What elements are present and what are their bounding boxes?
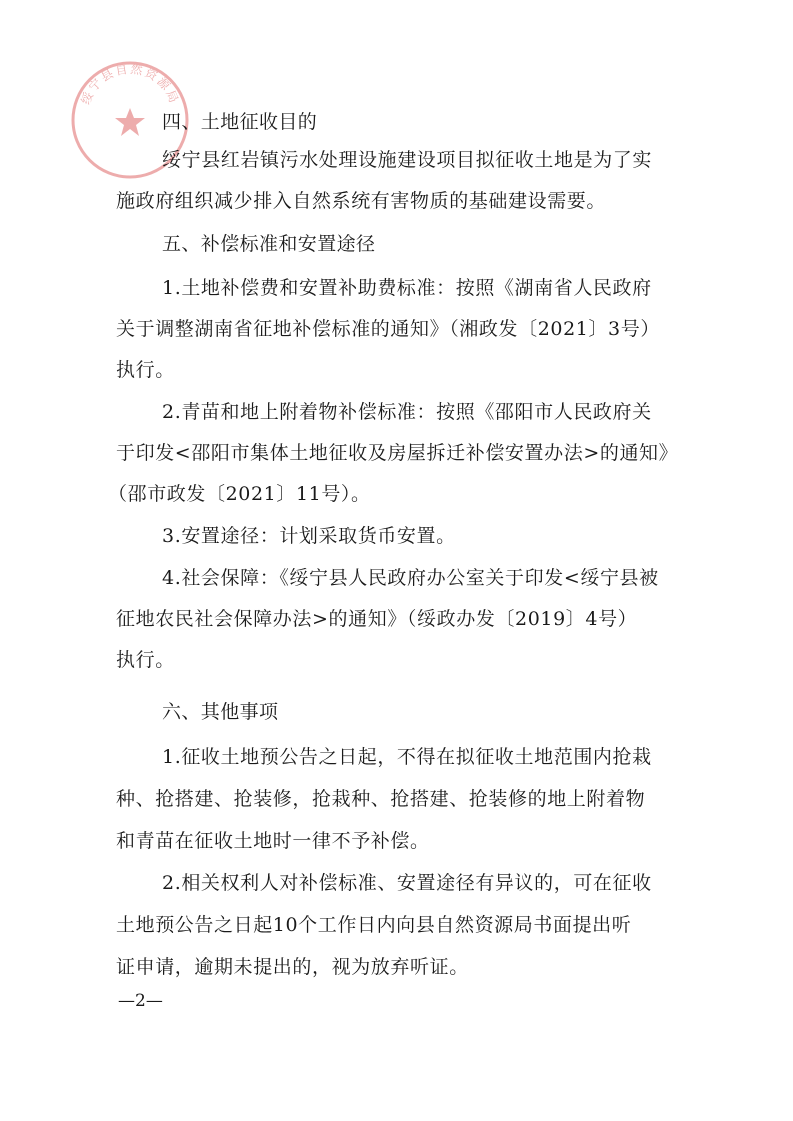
section-5-item-4-line: 执行。 <box>116 649 175 671</box>
section-6-item-1-line: 种、抢搭建、抢装修，抢栽种、抢搭建、抢装修的地上附着物 <box>116 788 646 810</box>
section-5-item-1-line: 关于调整湖南省征地补偿标准的通知》（湘政发〔2021〕3号） <box>116 318 660 340</box>
section-6-heading: 六、其他事项 <box>162 701 279 723</box>
section-5-item-4-line: 4.社会保障：《绥宁县人民政府办公室关于印发<绥宁县被 <box>162 567 659 589</box>
section-4-heading: 四、土地征收目的 <box>162 111 318 133</box>
svg-text:绥宁县自然资源局 <box>78 62 182 107</box>
section-4-line: 绥宁县红岩镇污水处理设施建设项目拟征收土地是为了实 <box>162 149 653 171</box>
section-6-item-2-line: 2.相关权利人对补偿标准、安置途径有异议的，可在征收 <box>162 872 652 894</box>
section-5-item-4-line: 征地农民社会保障办法>的通知》（绥政办发〔2019〕4号） <box>116 608 638 630</box>
section-6-item-1-line: 和青苗在征收土地时一律不予补偿。 <box>116 830 430 852</box>
section-5-item-2-line: 于印发<邵阳市集体土地征收及房屋拆迁补偿安置办法>的通知》 <box>116 442 679 464</box>
page-number: —2— <box>118 991 163 1011</box>
section-6-item-2-line: 土地预公告之日起10个工作日内向县自然资源局书面提出听 <box>116 914 632 936</box>
section-5-item-3: 3.安置途径：计划采取货币安置。 <box>162 525 456 547</box>
section-4-line: 施政府组织减少排入自然系统有害物质的基础建设需要。 <box>116 190 607 212</box>
section-5-item-1-line: 1.土地补偿费和安置补助费标准：按照《湖南省人民政府 <box>162 277 652 299</box>
section-5-heading: 五、补偿标准和安置途径 <box>162 233 376 255</box>
section-5-item-2-line: （邵市政发〔2021〕11号）。 <box>108 483 371 505</box>
section-6-item-1-line: 1.征收土地预公告之日起，不得在拟征收土地范围内抢栽 <box>162 746 652 768</box>
seal-star-icon <box>115 108 145 136</box>
seal-text: 绥宁县自然资源局 <box>78 61 182 107</box>
section-5-item-1-line: 执行。 <box>116 359 175 381</box>
section-5-item-2-line: 2.青苗和地上附着物补偿标准：按照《邵阳市人民政府关 <box>162 401 652 423</box>
section-6-item-2-line: 证申请，逾期未提出的，视为放弃听证。 <box>116 956 469 978</box>
